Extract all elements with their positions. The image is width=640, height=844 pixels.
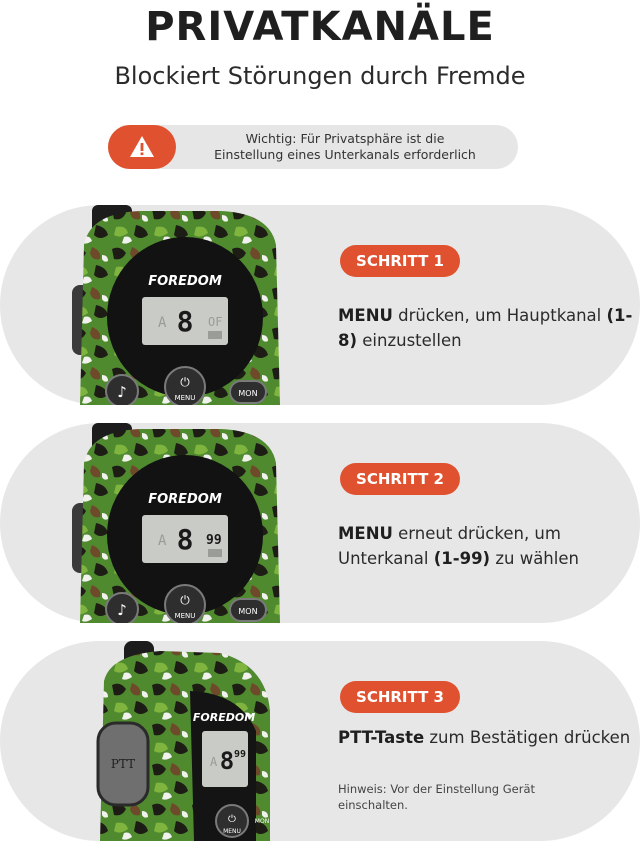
step-2-card [0,423,640,623]
instruction-keyword: MENU [338,306,393,325]
step-instruction [338,725,638,750]
menu-button-label: MENU [223,828,241,835]
svg-text:A: A [158,533,167,549]
instruction-range: (1-8) [338,306,633,350]
radio-illustration [70,423,300,623]
instruction-text: drücken, um Hauptkanal [392,306,607,325]
step-badge: SCHRITT 1 [340,245,460,277]
step-badge: SCHRITT 3 [340,681,460,713]
lcd-sub-digits: OF [208,315,223,329]
radio-brand-logo: FOREDOM [148,274,222,289]
page-title: PRIVATKANÄLE [145,4,495,50]
step-hint: Hinweis: Vor der Einstellung Gerät einschalten. [338,782,535,812]
lcd-sub-digits: 99 [206,533,222,548]
important-notice [108,125,518,169]
svg-text:A: A [158,315,167,331]
menu-button-label: MENU [174,394,196,402]
instruction-keyword: MENU [338,524,393,543]
instruction-text: erneut drücken, um Unterkanal [338,524,561,568]
music-button-label: ♪ [117,601,127,619]
notice-line-2: Einstellung eines Unterkanals erforderlich [214,147,476,162]
music-button-label: ♪ [117,383,127,401]
lcd-main-digit: 8 [176,523,194,556]
instruction-keyword: PTT-Taste [338,728,425,747]
mon-button-label: MON [238,389,258,398]
svg-text:⏻: ⏻ [228,814,236,825]
radio-brand-logo: FOREDOM [192,711,256,724]
lcd-main-digit: 8 [219,747,235,775]
instruction-end: zu wählen [490,549,579,568]
step-badge: SCHRITT 2 [340,463,460,495]
radio-side-illustration [70,641,300,841]
radio-brand-logo: FOREDOM [148,492,222,507]
lcd-main-digit: 8 [176,305,194,338]
lcd-sub-digits: 99 [234,749,247,760]
instruction-end: einzustellen [357,331,462,350]
instruction-range: (1-99) [433,549,491,568]
svg-text:⏻: ⏻ [180,375,190,389]
notice-line-1: Wichtig: Für Privatsphäre ist die [245,131,445,146]
page-subtitle: Blockiert Störungen durch Fremde [114,62,526,90]
step-1-card [0,205,640,405]
mon-button-label: MON [238,607,258,616]
step-instruction [338,521,638,571]
instruction-text: zum Bestätigen drücken [424,728,631,747]
mon-button-label: MON [254,818,270,825]
svg-text:⏻: ⏻ [180,593,190,607]
step-3-card [0,641,640,841]
menu-button-label: MENU [174,612,196,620]
ptt-button-label: PTT [110,757,136,771]
step-instruction [338,303,638,353]
radio-illustration [70,205,300,405]
svg-text:A: A [210,755,218,769]
notice-text [180,131,510,163]
warning-icon [108,125,176,169]
